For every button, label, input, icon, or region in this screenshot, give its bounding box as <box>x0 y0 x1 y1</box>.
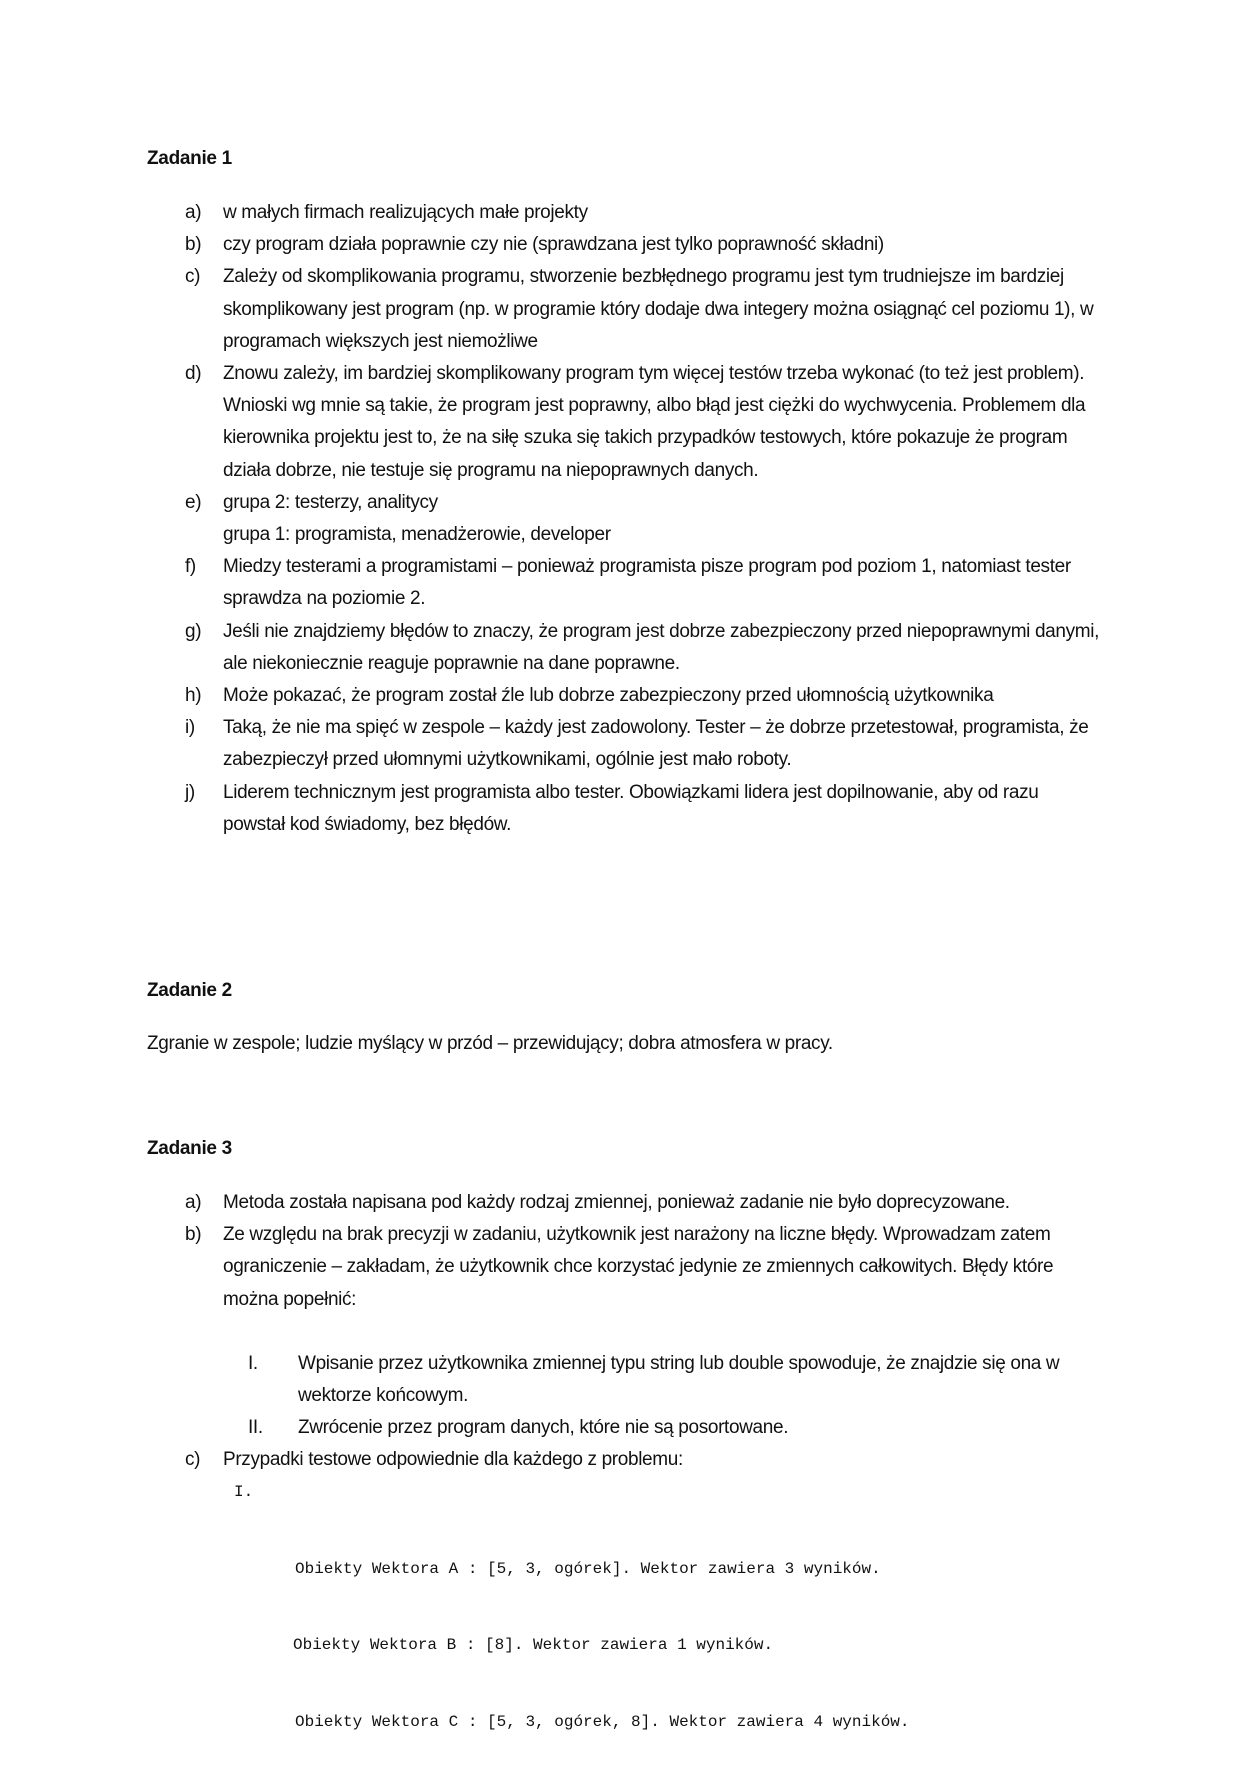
answer-text: Taką, że nie ma spięć w zespole – każdy jest zadowolony. Tester – że dobrze przetestował, programista, że zabezpieczył przed ułomnymi użytkownikami, ogólnie jest mało roboty. <box>223 717 1089 771</box>
list-marker: a) <box>185 202 202 223</box>
error-subitem-2 <box>0 1412 1098 1444</box>
answer-text: Przypadki testowe odpowiednie dla każdego z problemu: <box>223 1449 683 1470</box>
answer-text: Jeśli nie znajdziemy błędów to znaczy, że program jest dobrze zabezpieczony przed niepoprawnymi danymi, ale niekoniecznie reaguje poprawnie na dane poprawne. <box>223 620 1100 674</box>
section-heading-zadanie-1: Zadanie 1 <box>147 148 232 169</box>
answer-item-h <box>0 680 1103 712</box>
subitem-text: Zwrócenie przez program danych, które nie są posortowane. <box>298 1417 789 1439</box>
answer-item-e <box>0 487 1103 551</box>
section-heading-zadanie-2: Zadanie 2 <box>147 980 232 1001</box>
answer-text: Znowu zależy, im bardziej skomplikowany program tym więcej testów trzeba wykonać (to też jest problem). Wnioski wg mnie są takie, że program jest poprawny, albo błąd jest ciężki do wychwycenia. Problemem dla kierownika projektu jest to, że na siłę szuka się takich przypadków testowych, które pokazuje że program działa dobrze, nie testuje się programu na niepoprawnych danych. <box>223 363 1086 481</box>
answer-item-a <box>0 1187 1103 1219</box>
answer-item-b <box>0 1219 1103 1316</box>
zadanie-2-answer: Zgranie w zespole; ludzie myślący w przód – przewidujący; dobra atmosfera w pracy. <box>147 1033 833 1054</box>
zadanie-3-answer-list-c <box>0 1444 1103 1476</box>
answer-item-b <box>0 229 1103 261</box>
answer-item-c <box>0 261 1103 358</box>
list-marker: h) <box>185 685 202 707</box>
answer-item-c <box>0 1444 1103 1476</box>
answer-text: czy program działa poprawnie czy nie (sprawdzana jest tylko poprawność składni) <box>223 234 884 256</box>
answer-text: Może pokazać, że program został źle lub dobrze zabezpieczony przed ułomnością użytkownika <box>223 685 994 707</box>
subitem-text: Wpisanie przez użytkownika zmiennej typu string lub double spowoduje, że znajdzie się ona w wektorze końcowym. <box>298 1353 1060 1407</box>
list-marker: i) <box>185 717 195 739</box>
answer-item-g <box>0 616 1103 680</box>
code-line: Obiekty Wektora B : [8]. Wektor zawiera 1 wyników. <box>293 1636 774 1654</box>
list-marker: e) <box>185 491 202 513</box>
answer-text: Miedzy testerami a programistami – ponieważ programista pisze program pod poziom 1, natomiast tester sprawdza na poziomie 2. <box>223 556 1071 610</box>
test-case-code-block <box>235 1480 910 1786</box>
list-marker: b) <box>185 1224 202 1246</box>
zadanie-1-answer-list <box>0 197 1103 841</box>
answer-item-d <box>0 358 1103 487</box>
roman-marker: II. <box>248 1417 263 1439</box>
answer-item-j <box>0 777 1103 841</box>
zadanie-3-error-sublist <box>0 1348 1098 1445</box>
list-marker: b) <box>185 234 202 256</box>
answer-text: Liderem technicznym jest programista albo tester. Obowiązkami lidera jest dopilnowanie, aby od razu powstał kod świadomy, bez błędów. <box>223 781 1039 835</box>
answer-text: w małych firmach realizujących małe projekty <box>223 202 588 223</box>
list-marker: a) <box>185 1192 202 1213</box>
answer-text-line-2: grupa 1: programista, menadżerowie, developer <box>223 524 611 546</box>
roman-marker: I. <box>234 1483 254 1501</box>
answer-item-i <box>0 712 1103 776</box>
answer-item-a <box>0 197 1103 229</box>
list-marker: f) <box>185 556 196 578</box>
answer-text: Ze względu na brak precyzji w zadaniu, użytkownik jest narażony na liczne błędy. Wprowadzam zatem ograniczenie – zakładam, że użytkownik chce korzystać jedynie ze zmiennych całkowitych. Błędy które można popełnić: <box>223 1224 1054 1310</box>
answer-text: Metoda została napisana pod każdy rodzaj zmiennej, ponieważ zadanie nie było doprecyzowane. <box>223 1192 1010 1213</box>
error-subitem-1 <box>0 1348 1098 1412</box>
answer-item-f <box>0 551 1103 615</box>
code-line: Obiekty Wektora A : [5, 3, ogórek]. Wektor zawiera 3 wyników. <box>295 1559 881 1578</box>
list-marker: d) <box>185 363 202 385</box>
list-marker: c) <box>185 1449 201 1470</box>
list-marker: j) <box>185 781 195 803</box>
list-marker: g) <box>185 620 202 642</box>
list-marker: c) <box>185 266 201 288</box>
section-heading-zadanie-3: Zadanie 3 <box>147 1138 232 1159</box>
zadanie-3-answer-list <box>0 1187 1103 1316</box>
roman-marker: I. <box>248 1353 258 1374</box>
answer-text: Zależy od skomplikowania programu, stworzenie bezbłędnego programu jest tym trudniejsze im bardziej skomplikowany jest program (np. w programie który dodaje dwa integery można osiągnąć cel poziomu 1), w programach większych jest niemożliwe <box>223 266 1094 352</box>
code-line: Obiekty Wektora C : [5, 3, ogórek, 8]. Wektor zawiera 4 wyników. <box>295 1712 910 1731</box>
answer-text: grupa 2: testerzy, analitycy <box>223 491 438 513</box>
